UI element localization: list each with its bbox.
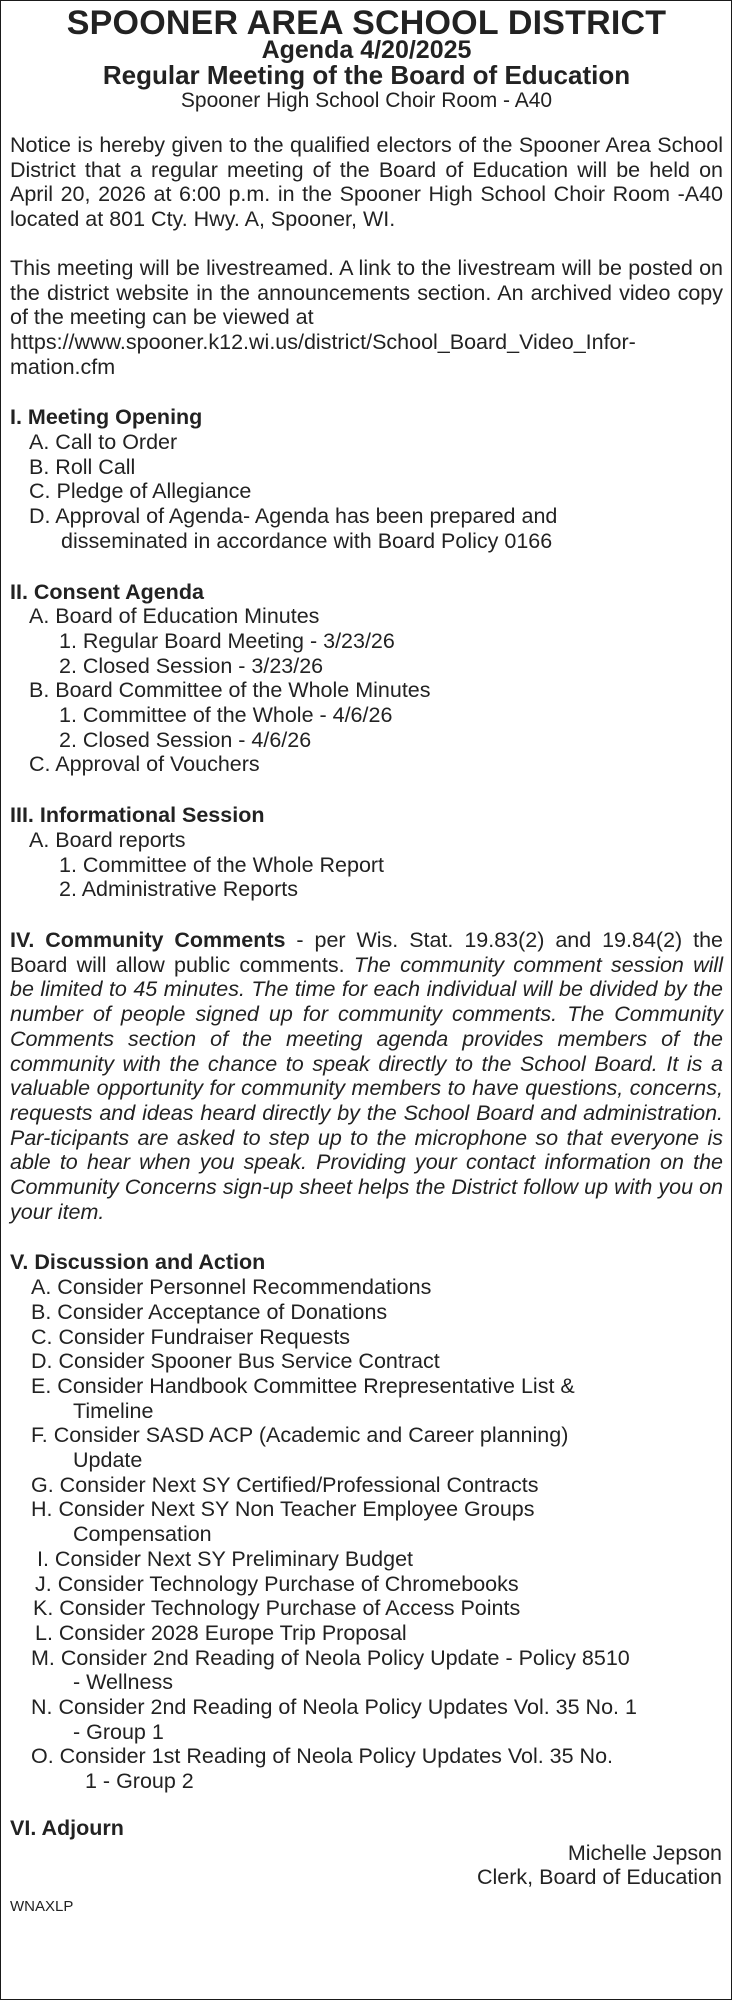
agenda-item-continuation: 1 - Group 2 (85, 1769, 194, 1794)
agenda-item-continuation: Update (73, 1448, 143, 1473)
agenda-item-continuation: - Wellness (73, 1670, 173, 1695)
section-title: III. Informational Session (10, 803, 265, 828)
agenda-item-continuation: Timeline (73, 1398, 154, 1423)
section-title: I. Meeting Opening (10, 405, 203, 430)
agenda-date: Agenda 4/20/2025 (261, 36, 472, 64)
agenda-item: I. Consider Next SY Preliminary Budget (37, 1546, 414, 1571)
agenda-item: E. Consider Handbook Committee Rrepresentative List & (31, 1373, 575, 1398)
agenda-item: A. Call to Order (29, 430, 178, 455)
agenda-item-continuation: disseminated in accordance with Board Policy 0166 (61, 528, 553, 553)
agenda-item: G. Consider Next SY Certified/Professional Contracts (31, 1472, 539, 1497)
agenda-item: K. Consider Technology Purchase of Access Points (33, 1596, 521, 1621)
meeting-location: Spooner High School Choir Room - A40 (180, 89, 553, 112)
agenda-item-continuation: Compensation (73, 1522, 212, 1547)
agenda-subitem: 1. Committee of the Whole Report (59, 852, 385, 877)
agenda-item: C. Approval of Vouchers (29, 752, 260, 777)
agenda-item: F. Consider SASD ACP (Academic and Career planning) (31, 1423, 569, 1448)
agenda-subitem: 2. Closed Session - 3/23/26 (59, 653, 324, 678)
agenda-item: M. Consider 2nd Reading of Neola Policy Update - Policy 8510 (31, 1645, 630, 1670)
agenda-item: J. Consider Technology Purchase of Chromebooks (35, 1571, 519, 1596)
meeting-title: Regular Meeting of the Board of Education (102, 60, 631, 90)
community-comments-intro: - per Wis. Stat. 19.83(2) and 19.84(2) the Board will allow public comments. (10, 927, 723, 977)
section-title: VI. Adjourn (10, 1815, 124, 1840)
agenda-item: O. Consider 1st Reading of Neola Policy Updates Vol. 35 No. (31, 1744, 614, 1769)
agenda-item: A. Board of Education Minutes (29, 604, 320, 629)
section-informational-session (10, 803, 723, 902)
agenda-item: D. Consider Spooner Bus Service Contract (31, 1349, 440, 1374)
signature-name: Michelle Jepson (567, 1840, 722, 1865)
agenda-item: B. Board Committee of the Whole Minutes (29, 678, 431, 703)
video-url-line-2: mation.cfm (10, 354, 116, 379)
livestream-paragraph (10, 256, 723, 380)
publication-code: WNAXLP (10, 1898, 74, 1915)
agenda-item: L. Consider 2028 Europe Trip Proposal (35, 1620, 407, 1645)
agenda-item: C. Pledge of Allegiance (29, 479, 252, 504)
section-discussion-and-action (10, 1250, 723, 1793)
section-adjourn (10, 1816, 723, 1890)
agenda-item: C. Consider Fundraiser Requests (31, 1324, 351, 1349)
agenda-item: B. Roll Call (29, 454, 136, 479)
notice-paragraph: Notice is hereby given to the qualified electors of the Spooner Area School District that a regular meeting of the Board of Education will be held on April 20, 2026 at 6:00 p.m. in the Spooner High School Choir Room -A40 located at 801 Cty. Hwy. A, Spooner, WI. (10, 133, 723, 232)
agenda-item-continuation: - Group 1 (73, 1719, 164, 1744)
notice-header (10, 4, 723, 112)
agenda-subitem: 2. Administrative Reports (59, 877, 298, 902)
livestream-text: This meeting will be livestreamed. A link to the livestream will be posted on the district website in the announcements section. An archived video copy of the meeting can be viewed at (10, 255, 723, 330)
video-url-line-1: https://www.spooner.k12.wi.us/district/School_Board_Video_Infor- (10, 329, 636, 354)
agenda-item: D. Approval of Agenda- Agenda has been prepared and (29, 504, 558, 529)
signature-role: Clerk, Board of Education (477, 1865, 722, 1890)
section-title: V. Discussion and Action (10, 1250, 266, 1275)
section-meeting-opening (10, 405, 723, 553)
agenda-subitem: 1. Regular Board Meeting - 3/23/26 (59, 628, 395, 653)
section-consent-agenda (10, 580, 723, 778)
section-community-comments (10, 928, 723, 1224)
agenda-item: B. Consider Acceptance of Donations (31, 1299, 388, 1324)
agenda-subitem: 1. Committee of the Whole - 4/6/26 (59, 703, 393, 728)
section-title: IV. Community Comments (10, 927, 286, 952)
agenda-subitem: 2. Closed Session - 4/6/26 (59, 727, 312, 752)
district-name: SPOONER AREA SCHOOL DISTRICT (66, 4, 667, 42)
community-comments-rules: The community comment session will be limited to 45 minutes. The time for each individual will be divided by the number of people signed up for community comments. The Community Comments section of the meeting agenda provides members of the community with the chance to speak directly to the School Board. It is a valuable opportunity for community members to have questions, concerns, requests and ideas heard directly by the School Board and administration. Par-ticipants are asked to step up to the microphone so that everyone is able to hear when you speak. Providing your contact information on the Community Concerns sign-up sheet helps the District follow up with you on your item. (10, 952, 723, 1224)
agenda-item: N. Consider 2nd Reading of Neola Policy Updates Vol. 35 No. 1 (31, 1695, 637, 1720)
section-title: II. Consent Agenda (10, 579, 204, 604)
agenda-item: H. Consider Next SY Non Teacher Employee Groups (31, 1497, 535, 1522)
agenda-item: A. Consider Personnel Recommendations (31, 1275, 432, 1300)
agenda-item: A. Board reports (29, 827, 186, 852)
community-comments-paragraph (10, 928, 723, 1224)
